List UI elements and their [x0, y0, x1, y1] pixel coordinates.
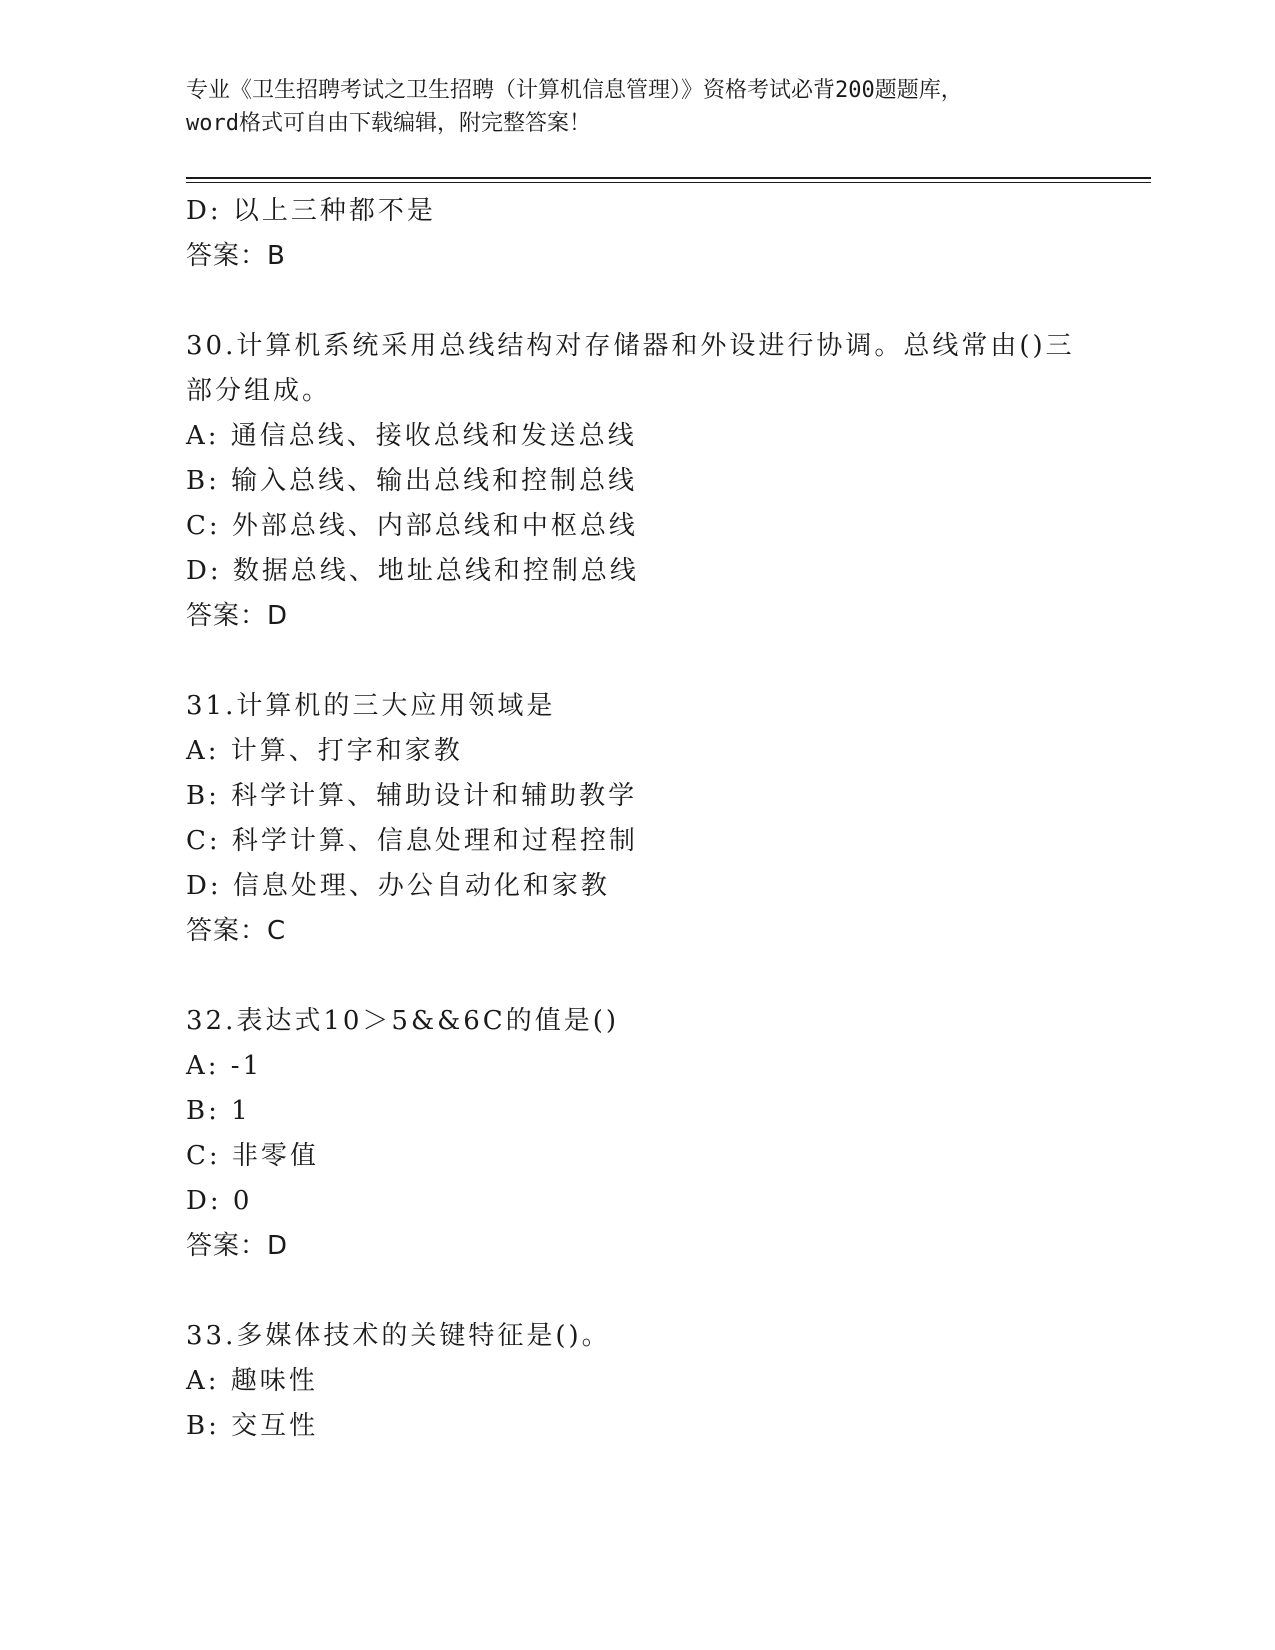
question-list [186, 189, 1086, 1449]
question-stem: 31.计算机的三大应用领域是 [186, 691, 556, 721]
header-divider-thin [186, 182, 1151, 183]
option-b: B: 输入总线、输出总线和控制总线 [186, 466, 638, 496]
option-c: C: 科学计算、信息处理和过程控制 [186, 826, 638, 856]
header-title-line-2: word格式可自由下载编辑，附完整答案！ [186, 111, 591, 136]
option-d: D: 以上三种都不是 [186, 196, 436, 226]
question-stem: 33.多媒体技术的关键特征是()。 [186, 1321, 611, 1351]
question-stem: 32.表达式10＞5&&6C的值是() [186, 1006, 619, 1036]
answer-line: 答案：B [186, 241, 286, 271]
question-stem-continued: 部分组成。 [186, 376, 332, 406]
spacer [186, 954, 1086, 999]
answer-line: 答案：D [186, 601, 289, 631]
answer-line: 答案：C [186, 916, 287, 946]
option-a: A: 计算、打字和家教 [186, 736, 463, 766]
header-title-line-1: 专业《卫生招聘考试之卫生招聘（计算机信息管理）》资格考试必背200题题库， [186, 78, 963, 103]
spacer [186, 1269, 1086, 1314]
option-a: A: -1 [186, 1051, 263, 1081]
option-d: D: 信息处理、办公自动化和家教 [186, 871, 610, 901]
document-header [186, 74, 1086, 140]
option-d: D: 数据总线、地址总线和控制总线 [186, 556, 639, 586]
option-c: C: 非零值 [186, 1141, 319, 1171]
option-c: C: 外部总线、内部总线和中枢总线 [186, 511, 638, 541]
option-a: A: 趣味性 [186, 1366, 318, 1396]
option-b: B: 科学计算、辅助设计和辅助教学 [186, 781, 638, 811]
header-divider-thick [186, 177, 1151, 179]
spacer [186, 279, 1086, 324]
question-30 [186, 324, 1086, 639]
question-32 [186, 999, 1086, 1269]
option-a: A: 通信总线、接收总线和发送总线 [186, 421, 637, 451]
question-stem: 30.计算机系统采用总线结构对存储器和外设进行协调。总线常由()三 [186, 331, 1075, 361]
question-31 [186, 684, 1086, 954]
question-33 [186, 1314, 1086, 1449]
spacer [186, 639, 1086, 684]
answer-line: 答案：D [186, 1231, 289, 1261]
previous-question-tail [186, 189, 1086, 279]
option-b: B: 1 [186, 1096, 251, 1126]
option-d: D: 0 [186, 1186, 253, 1216]
option-b: B: 交互性 [186, 1411, 319, 1441]
